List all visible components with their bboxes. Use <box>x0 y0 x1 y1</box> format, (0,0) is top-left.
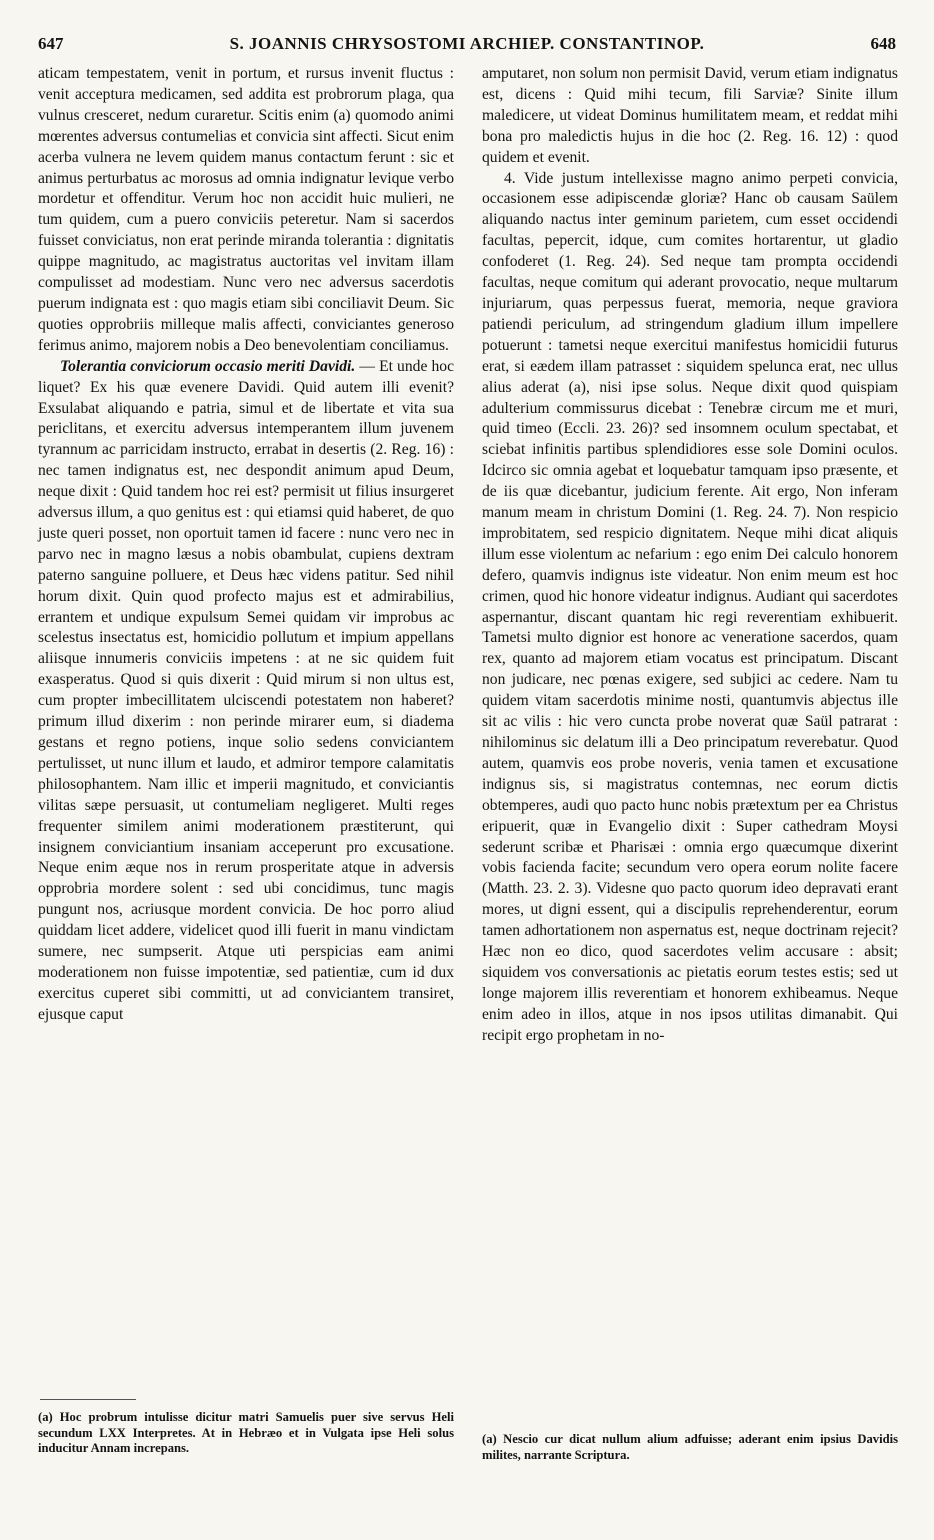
left-column <box>38 64 454 1026</box>
right-paragraph-2: 4. Vide justum intellexisse magno animo perpeti convicia, occasionem esse adipiscendæ gloriæ? Hanc ob causam Saülem aliquando nactus inter geminum parietem, cum esset occidendi facultas, pepercit, idque, cum comites hortarentur, ut gladio confoderet (1. Reg. 24). Sed neque tam prompta occidendi facultas, neque comitum qui aderant provocatio, neque multarum injuriarum, quas perpessus fuerat, memoria, neque graviora patiendi periculum, ad stringendum gladium illum impellere potuerunt : tametsi neque exercitui manifestus homicidii futurus erat, si eædem illam patrasset : siquidem spelunca erat, nec ullus alius aderat (a), nisi ipse solus. Neque dixit quod quispiam adulterium commissurus dicebat : Tenebræ circum me et muri, quid timeo (Eccli. 23. 26)? sed insomnem oculum spectabat, et sciebat infinitis partibus splendidiores esse sole Domini oculos. Idcirco sic omnia agebat et loquebatur tamquam ipso præsente, et de iis quæ dicebantur, judicium ferente. Ait ergo, Non inferam manum meam in christum Domini (1. Reg. 24. 7). Non respicio improbitatem, sed respicio dignitatem. Neque mihi dicat aliquis illum esse violentum ac nefarium : ego enim Dei calculo honorem defero, quamvis indignus iste videatur. Non enim meum est hoc crimen, quod hic honore videatur indignus. Audiant qui sacerdotes aspernantur, discant quantam hic regi reverentiam exhibuerit. Tametsi multo dignior est honore ac veneratione sacerdos, quam rex, quanto ad majorem etiam vocatus est principatum. Discant non judicare, nec pœnas exigere, sed subjici ac cedere. Nam tu quidem vitam sacerdotis minime nosti, quantumvis abjectus ille sit ac vilis : hic vero cuncta probe noverat quæ Saül patrarat : nihilominus sic delatum illi a Deo principatum reverebatur. Quod autem, quamvis eos probe noveris, venia tamen et excusatione indignus sis, si magistratus contemnas, nec eorum dictis obtemperes, audi quo pacto hunc nobis prætextum per ea Christus eripuerit, quæ in Evangelio dixit : Super cathedram Moysi sederunt scribæ et Pharisæi : omnia ergo quæcumque dixerint vobis facienda facite; secundum vero opera eorum nolite facere (Matth. 23. 2. 3). Videsne quo pacto quorum ideo depravati erant mores, ut digni essent, qui a discipulis reprehenderentur, eorum tamen adhortationem non aspernatus est, neque doctrinam rejecit? Hæc non eo dico, quod sacerdotes velim accusare : absit; siquidem vos conversationis ac pietatis eorum testes estis; sed ut longe majorem illis reverentiam et honorem exhibeamus. Neque enim adeo in illos, atque in nos ipsos utilitas dimanabit. Qui recipit ergo prophetam in no- <box>482 169 898 1044</box>
footnote-left: (a) Hoc probrum intulisse dicitur matri Samuelis puer sive servus Heli secundum LXX Interpretes. At in Hebræo et in Vulgata ipse Heli solus inducitur Annam increpans. <box>38 1410 454 1455</box>
left-paragraph-2 <box>38 357 454 1026</box>
right-paragraph-1: amputaret, non solum non permisit David, verum etiam indignatus est, dicens : Quid mihi tecum, fili Sarviæ? Sinite illum maledicere, ut videat Dominus humilitatem meam, et reddat mihi bona pro maledictis hujus in die hoc (2. Reg. 16. 12) : quod quidem et evenit. <box>482 65 898 166</box>
page-number-right: 648 <box>870 34 896 53</box>
running-header <box>34 34 900 58</box>
right-column <box>482 64 898 1047</box>
left-paragraph-1: aticam tempestatem, venit in portum, et rursus invenit fluctus : venit acceptura medicamen, sed addita est probrorum plaga, qua vulnus cresceret, nedum curaretur. Scitis enim (a) quomodo animi mœrentes adversus contumelias et convicia sint affecti. Sicut enim acerba vulnera ne levem quidem manus contactum ferunt : sic et animus perturbatus ac morosus ad omnia indignatur levique verbo mordetur et offenditur. Verum hoc non accidit huic mulieri, ne tum quidem, cum a puero conviciis peteretur. Nam si sacerdos fuisset conviciatus, non erat perinde miranda tolerantia : dignitatis quippe magnitudo, ac magistratus auctoritas vel invitam illam compulisset ad modestiam. Nunc vero nec adversus sacerdotis puerum indignata est : quo magis etiam sibi conciliavit Deum. Sic quoties opprobriis milleque malis affecti, conviciantes generoso ferimus animo, majorem nobis a Deo benevolentiam conciliamus. <box>38 65 454 354</box>
footnote-rule-left <box>40 1399 136 1400</box>
section-subheading: Tolerantia conviciorum occasio meriti Davidi. <box>60 357 356 375</box>
page-number-left: 647 <box>38 34 64 53</box>
left-paragraph-2-text: — Et unde hoc liquet? Ex his quæ evenere Davidi. Quid autem illi evenit? Exsulabat aliquando e patria, simul et de libertate et vita sua periclitans, et exercitu adversus intemperantem illum juvenem tyrannum ac parricidam instructo, errabat in desertis (2. Reg. 16) : nec tamen indignatus est, nec despondit animum apud Deum, neque dixit : Quid tandem hoc rei est? permisit ut filius insurgeret adversus illum, a quo genitus est : qui etiamsi quid haberet, de quo juste queri posset, non oportuit tamen id facere : nunc vero nec in parvo nec in magno læsus a nobis obambulat, cupiens dextram paterno sanguine polluere, et Deus hæc videns patitur. Sed nihil horum dixit. Quin quod profecto majus est et admirabilius, errantem et undique expulsum Semei quidam vir improbus ac scelestus insectatus est, homicidio pollutum et impium appellans aliisque innumeris conviciis impetens : at ne sic quidem fuit exasperatus. Quod si quis dixerit : Quid mirum si non ultus est, cum propter imbecillitatem ulciscendi potestatem non haberet? primum illud dixerim : non perinde mirarer eum, si diadema gestans et regno potiens, inque solio sedens conviciantem pertulisset, ut nunc illum et laudo, et admiror tempore calamitatis philosophantem. Nam illic et imperii magnitudo, et conviciantis vilitas sæpe persuasit, ut contumeliam negligeret. Multi reges frequenter similem animi moderationem præstiterunt, qui insignem conviciantium insaniam acceperunt pro excusatione. Neque enim æque nos in rerum prosperitate atque in adversis opprobria mordere solent : sed ubi concidimus, tunc magis pungunt nos, acriusque mordent convicia. De hoc porro aliud quiddam licet addere, videlicet quod illi fuerit in manu vindictam sumere, nec sumpserit. Atque uti perspicias eam animi moderationem non fuisse impotentiæ, sed patientiæ, cum id dux exercitus cuperet sibi committi, ut ad conviciantem transiret, ejusque caput <box>38 357 454 1023</box>
footnote-right: (a) Nescio cur dicat nullum alium adfuisse; aderant enim ipsius Davidis milites, narrante Scriptura. <box>482 1432 898 1462</box>
running-title: S. JOANNIS CHRYSOSTOMI ARCHIEP. CONSTANTINOP. <box>229 34 705 53</box>
